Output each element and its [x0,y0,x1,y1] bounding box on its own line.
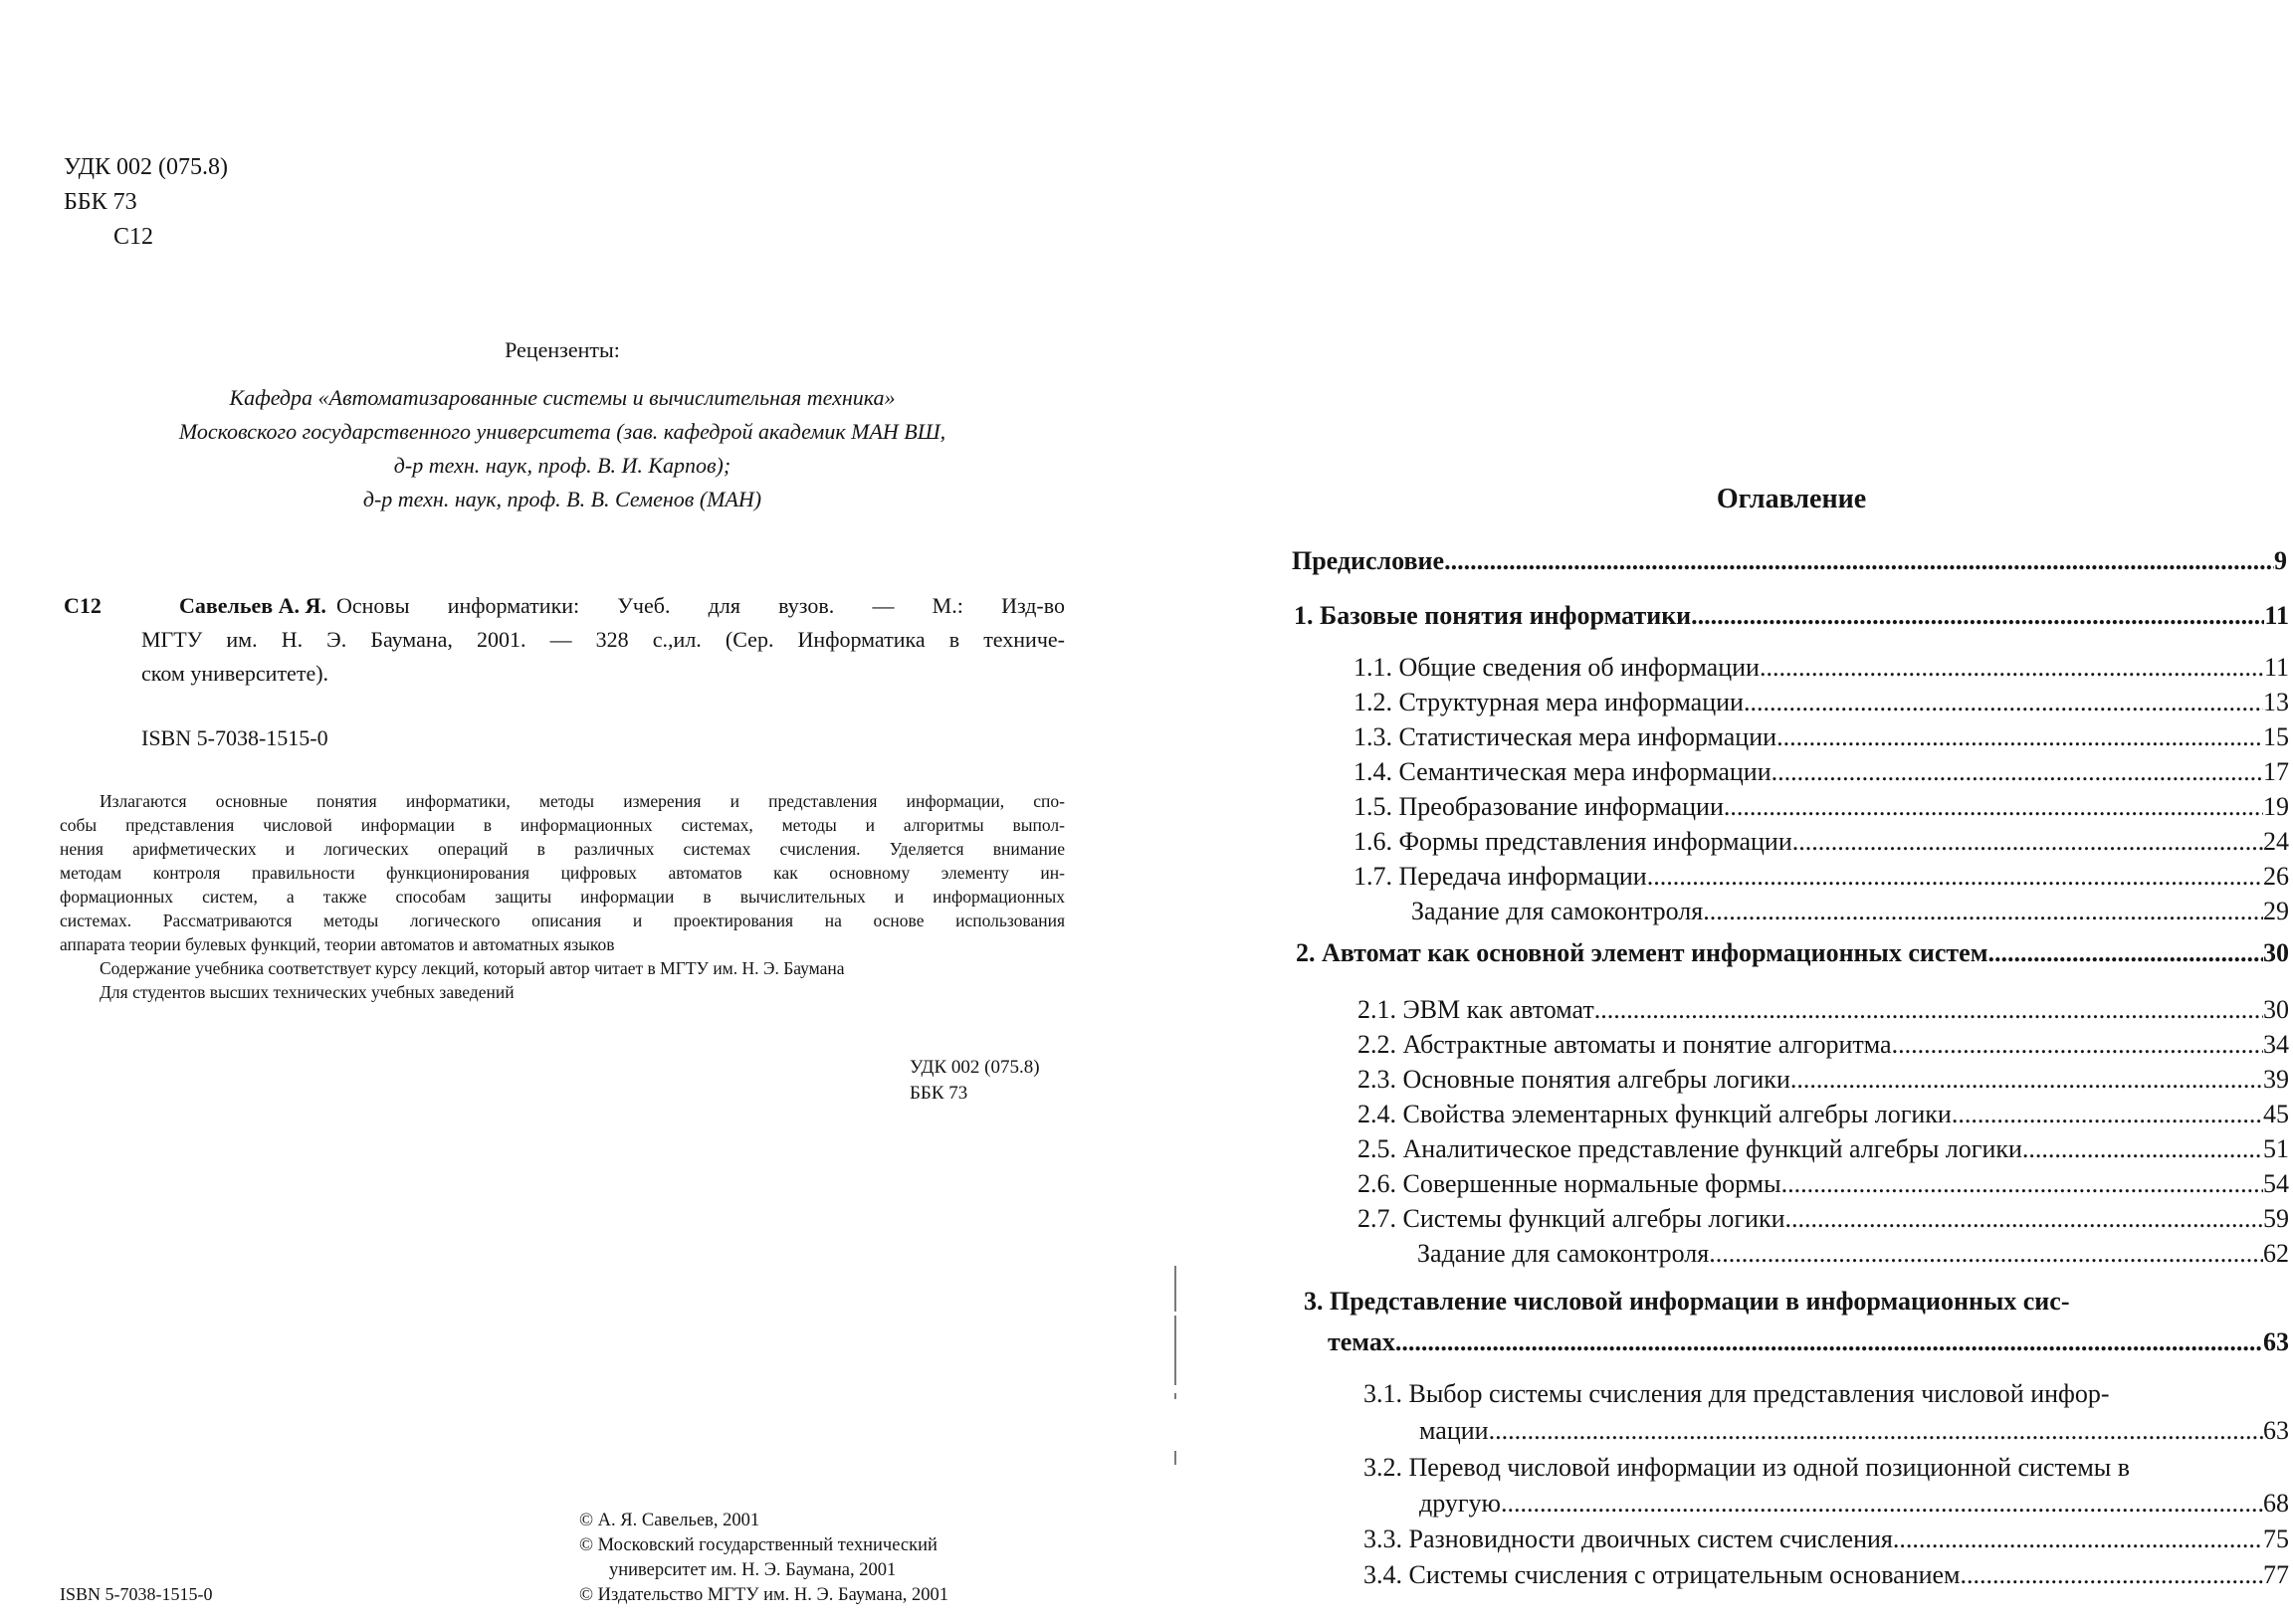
spine-mark [1174,1451,1176,1465]
biblio-title: Основы информатики: Учеб. для вузов. — М.: Изд-во [335,593,1065,618]
abstract-note: Для студентов высших технических учебных заведений [100,982,515,1002]
biblio-line-1 [179,591,1065,620]
toc-entry-chapter[interactable]: 2. Автомат как основной элемент информационных систем ..... 30 [1296,936,2289,970]
toc-entry-section-line1[interactable]: 3.1. Выбор системы счисления для представления числовой инфор- [1363,1379,2110,1408]
udk-code: УДК 002 (075.8) [64,154,228,180]
biblio-mark: С12 [64,593,102,618]
biblio-line-2: МГТУ им. Н. Э. Баумана, 2001. — 328 с.,ил. (Сер. Информатика в техниче- [141,627,1065,652]
toc-entry-section[interactable]: 2.7. Системы функций алгебры логики ..... 59 [1357,1202,2289,1236]
toc-entry-section[interactable]: 1.6. Формы представления информации ..... 24 [1354,825,2289,859]
spine-mark [1174,1393,1176,1399]
bbk-bottom: ББК 73 [910,1083,968,1104]
udk-bottom: УДК 002 (075.8) [910,1057,1040,1078]
reviewer-line: д-р техн. наук, проф. В. В. Семенов (МАН) [362,487,762,511]
reviewer-line: д-р техн. наук, проф. В. И. Карпов); [393,453,731,478]
bbk-code: ББК 73 [64,189,137,215]
copyright-line: университет им. Н. Э. Баумана, 2001 [609,1560,897,1580]
reviewers-heading: Рецензенты: [505,337,620,362]
toc-entry-section[interactable]: 2.3. Основные понятия алгебры логики ..... 39 [1357,1063,2289,1097]
abstract-line: собы представления числовой информации в информационных системах, методы и алгоритмы выпол- [60,815,1065,835]
abstract-note: Содержание учебника соответствует курсу лекций, который автор читает в МГТУ им. Н. Э. Баумана [100,958,845,978]
toc-entry-section[interactable]: 3.4. Системы счисления с отрицательным основанием ..... 77 [1363,1558,2289,1592]
toc-entry-section[interactable]: 1.1. Общие сведения об информации ..... 11 [1354,651,2289,685]
copyright-line: © Издательство МГТУ им. Н. Э. Баумана, 2001 [579,1585,949,1605]
toc-entry-section[interactable]: 1.5. Преобразование информации ..... 19 [1354,790,2289,824]
author-mark: С12 [113,224,154,250]
biblio-author: Савельев А. Я. [179,593,326,618]
spine-mark [1174,1316,1176,1385]
spine-mark [1174,1266,1176,1312]
toc-entry-section[interactable]: 2.1. ЭВМ как автомат ..... 30 [1357,993,2289,1027]
copyright-line: © Московский государственный технический [579,1535,938,1555]
toc-entry-preface[interactable]: Предисловие ..... 9 [1292,544,2287,578]
toc-entry-section[interactable]: 2.6. Совершенные нормальные формы ..... 54 [1357,1167,2289,1201]
toc-entry-selfcheck[interactable]: Задание для самоконтроля ..... 29 [1411,895,2289,928]
abstract-line: Излагаются основные понятия информатики, методы измерения и представления информации, спо- [100,791,1065,811]
reviewer-line: Кафедра «Автоматизарованные системы и вычислительная техника» [229,385,896,410]
toc-entry-section[interactable]: 1.2. Структурная мера информации ..... 13 [1354,686,2289,719]
toc-entry-section[interactable]: 1.4. Семантическая мера информации ..... 17 [1354,755,2289,789]
toc-entry-section-line1[interactable]: 3.2. Перевод числовой информации из одной позиционной системы в [1363,1453,2131,1482]
toc-entry-chapter[interactable]: 1. Базовые понятия информатики ..... 11 [1294,599,2289,633]
abstract-line: аппарата теории булевых функций, теории автоматов и автоматных языков [60,934,615,954]
isbn: ISBN 5-7038-1515-0 [141,725,328,750]
toc-entry-chapter-line1[interactable]: 3. Представление числовой информации в информационных сис- [1304,1287,2070,1316]
abstract-line: нения арифметических и логических операций в различных системах счисления. Уделяется внимание [60,839,1065,859]
toc-entry-section[interactable]: 2.2. Абстрактные автоматы и понятие алгоритма ..... 34 [1357,1028,2289,1062]
toc-entry-section[interactable]: 1.7. Передача информации ..... 26 [1354,860,2289,894]
reviewer-line: Московского государственного университета (зав. кафедрой академик МАН ВШ, [178,419,946,444]
toc-entry-section-line2[interactable]: другую ..... 68 [1419,1487,2289,1521]
copyright-line: © А. Я. Савельев, 2001 [579,1511,760,1530]
toc-entry-section[interactable]: 2.5. Аналитическое представление функций алгебры логики ..... 51 [1357,1132,2289,1166]
toc-entry-selfcheck[interactable]: Задание для самоконтроля ..... 62 [1417,1237,2289,1271]
toc-entry-chapter-line2[interactable]: темах ..... 63 [1328,1325,2289,1359]
toc-entry-section[interactable]: 2.4. Свойства элементарных функций алгебры логики ..... 45 [1357,1098,2289,1131]
biblio-line-3: ском университете). [141,661,329,686]
abstract-line: системах. Рассматриваются методы логического описания и проектирования на основе использования [60,911,1065,930]
toc-title: Оглавление [1716,484,1867,514]
abstract-line: формационных систем, а также способам защиты информации в вычислительных и информационных [60,887,1065,907]
toc-entry-section[interactable]: 1.3. Статистическая мера информации ..... 15 [1354,720,2289,754]
toc-entry-section[interactable]: 3.3. Разновидности двоичных систем счисления ..... 75 [1363,1522,2289,1556]
isbn-bottom: ISBN 5-7038-1515-0 [60,1584,213,1604]
abstract-line: методам контроля правильности функционирования цифровых автоматов как основному элементу ин- [60,863,1065,883]
toc-entry-section-line2[interactable]: мации ..... 63 [1419,1414,2289,1448]
